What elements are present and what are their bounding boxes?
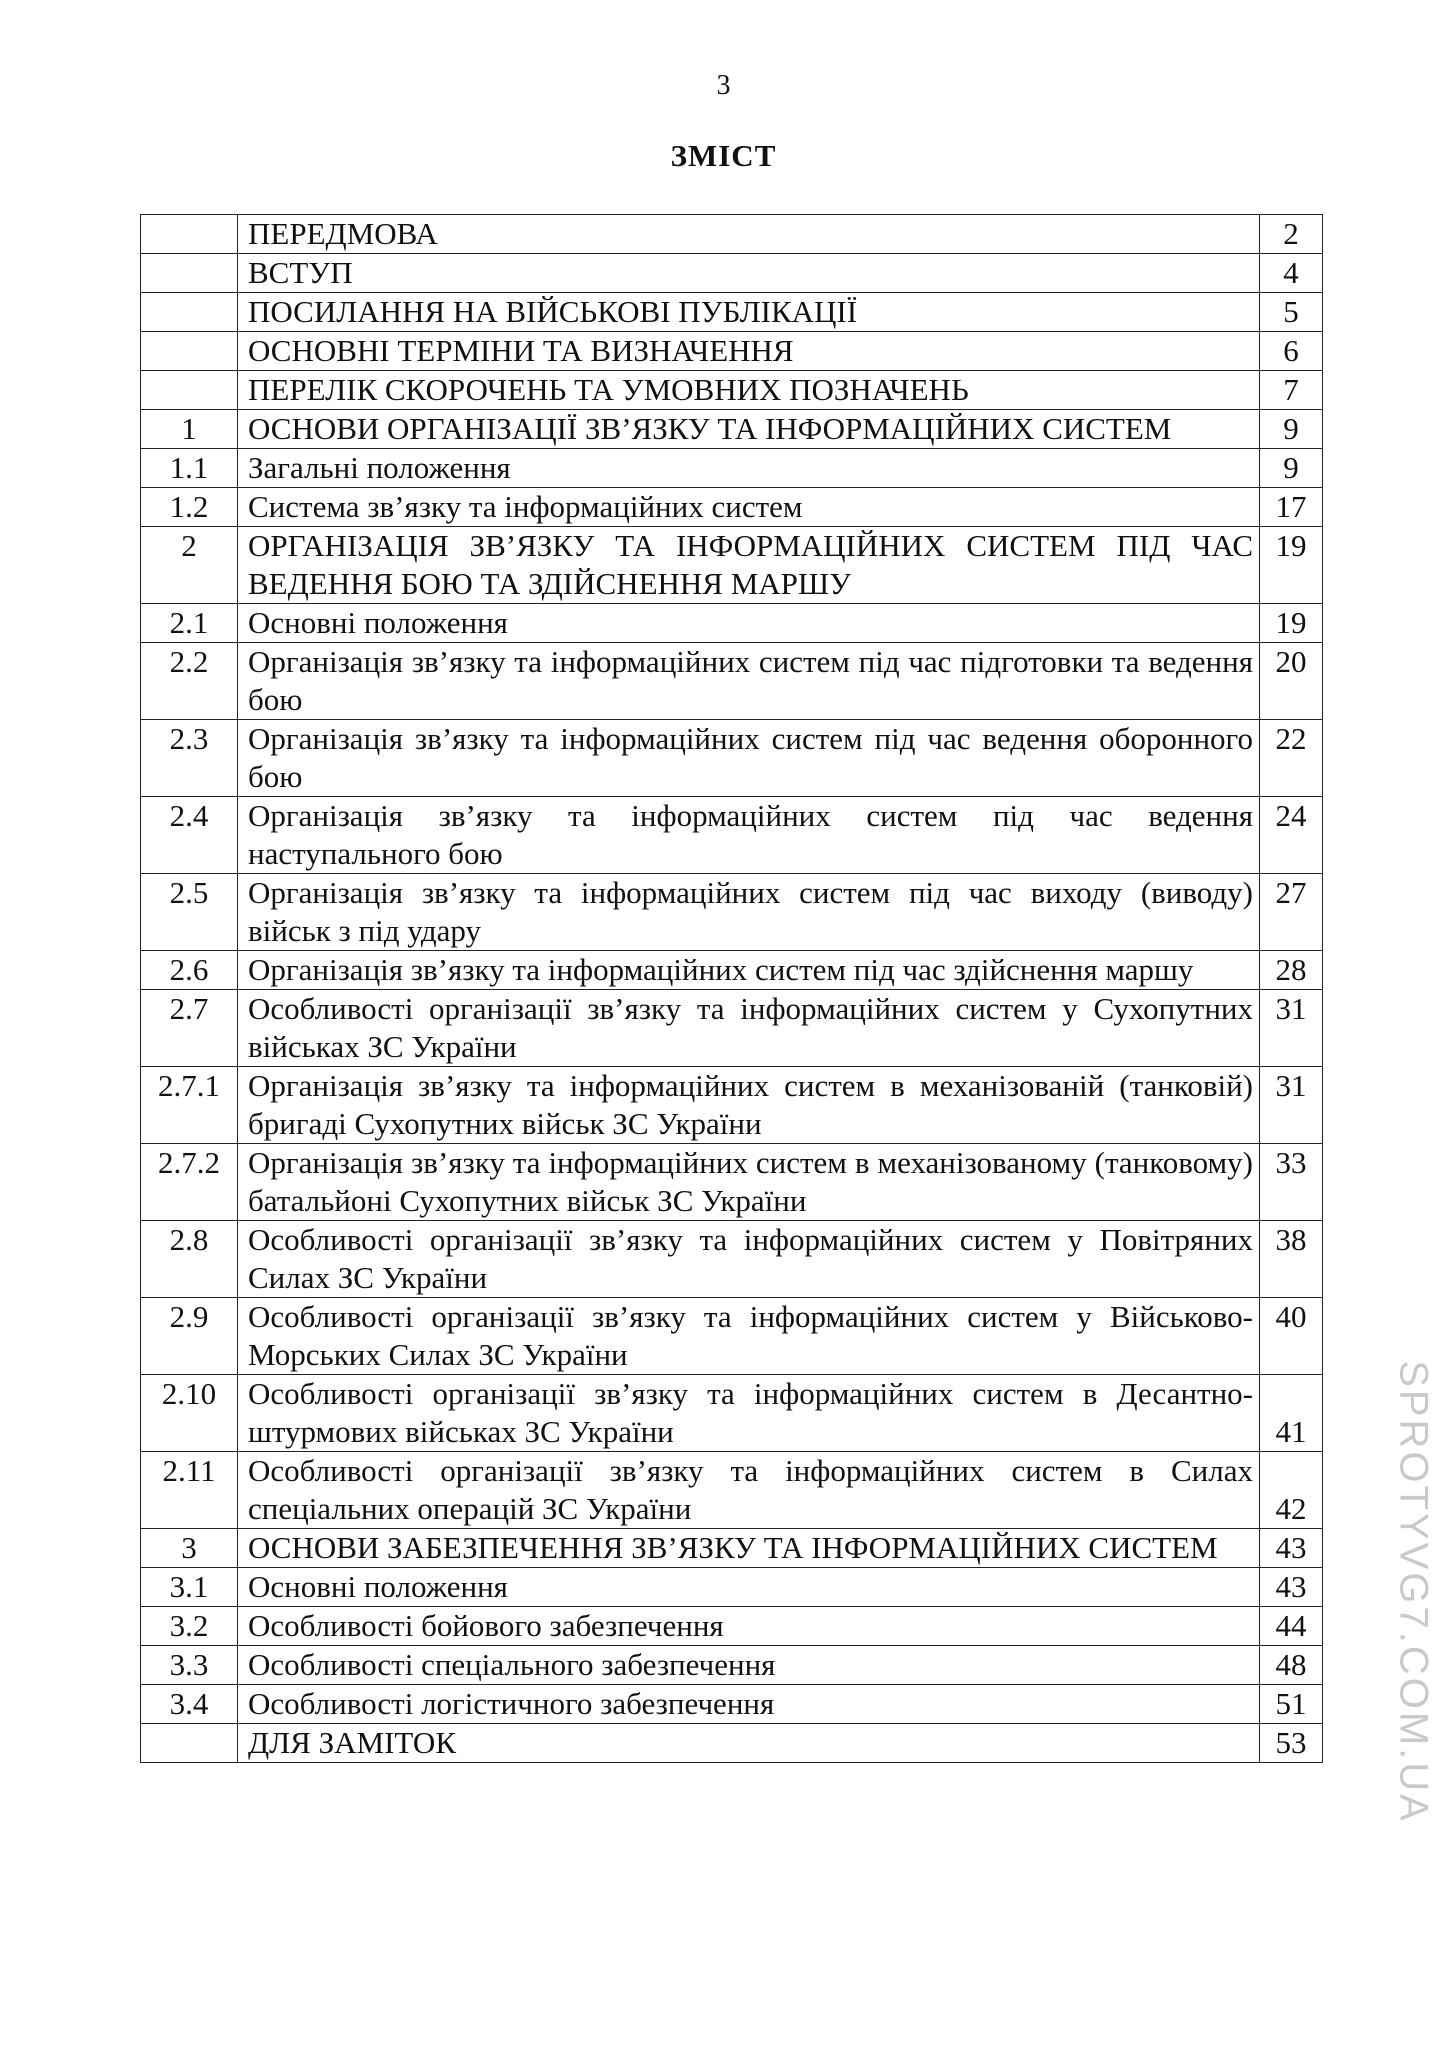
toc-row [141, 1144, 1323, 1221]
toc-page-number: 53 [1260, 1724, 1323, 1763]
toc-row [141, 1607, 1323, 1646]
toc-table [140, 214, 1323, 1763]
toc-page-number: 43 [1260, 1568, 1323, 1607]
toc-section-title: ПЕРЕДМОВА [238, 215, 1260, 254]
toc-page-number: 27 [1260, 874, 1323, 951]
toc-page-number: 17 [1260, 488, 1323, 527]
toc-row [141, 215, 1323, 254]
toc-page-number: 7 [1260, 371, 1323, 410]
toc-page-number: 6 [1260, 332, 1323, 371]
toc-section-number: 2.7.1 [141, 1067, 238, 1144]
toc-section-title: ВСТУП [238, 254, 1260, 293]
toc-section-number: 2.8 [141, 1221, 238, 1298]
toc-section-number: 1.1 [141, 449, 238, 488]
toc-section-number: 1 [141, 410, 238, 449]
toc-section-title: Загальні положення [238, 449, 1260, 488]
toc-section-title: ОСНОВИ ЗАБЕЗПЕЧЕННЯ ЗВ’ЯЗКУ ТА ІНФОРМАЦІЙНИХ СИСТЕМ [238, 1529, 1260, 1568]
toc-section-number: 1.2 [141, 488, 238, 527]
toc-section-number: 3 [141, 1529, 238, 1568]
toc-section-title: Особливості бойового забезпечення [238, 1607, 1260, 1646]
toc-section-title: Організація зв’язку та інформаційних систем в механізованому (танковому) батальйоні Сухопутних військ ЗС України [238, 1144, 1260, 1221]
toc-section-number: 2.5 [141, 874, 238, 951]
toc-section-title: ПЕРЕЛІК СКОРОЧЕНЬ ТА УМОВНИХ ПОЗНАЧЕНЬ [238, 371, 1260, 410]
toc-section-title: Організація зв’язку та інформаційних систем під час здійснення маршу [238, 951, 1260, 990]
toc-page-number: 31 [1260, 1067, 1323, 1144]
toc-section-number [141, 371, 238, 410]
toc-page-number: 42 [1260, 1452, 1323, 1529]
toc-section-title: Особливості організації зв’язку та інформаційних систем в Силах спеціальних операцій ЗС України [238, 1452, 1260, 1529]
toc-section-number: 2.6 [141, 951, 238, 990]
toc-section-number [141, 293, 238, 332]
toc-section-title: Організація зв’язку та інформаційних систем під час виходу (виводу) військ з під удару [238, 874, 1260, 951]
toc-section-number: 3.4 [141, 1685, 238, 1724]
toc-section-number: 2.10 [141, 1375, 238, 1452]
toc-section-title: Особливості спеціального забезпечення [238, 1646, 1260, 1685]
toc-page-number: 2 [1260, 215, 1323, 254]
toc-section-number [141, 1724, 238, 1763]
toc-section-title: ДЛЯ ЗАМІТОК [238, 1724, 1260, 1763]
toc-page-number: 44 [1260, 1607, 1323, 1646]
toc-row [141, 293, 1323, 332]
toc-page-number: 19 [1260, 527, 1323, 604]
page-number: 3 [716, 70, 731, 101]
toc-page-number: 5 [1260, 293, 1323, 332]
toc-row [141, 1568, 1323, 1607]
toc-page-number: 20 [1260, 643, 1323, 720]
toc-section-title: ОСНОВНІ ТЕРМІНИ ТА ВИЗНАЧЕННЯ [238, 332, 1260, 371]
toc-section-number: 2.7 [141, 990, 238, 1067]
toc-section-title: Особливості організації зв’язку та інформаційних систем у Повітряних Силах ЗС України [238, 1221, 1260, 1298]
toc-section-number: 2.11 [141, 1452, 238, 1529]
watermark: SPROTYVG7.COM.UA [1391, 1360, 1436, 1824]
toc-page-number: 9 [1260, 449, 1323, 488]
toc-section-title: Організація зв’язку та інформаційних систем під час ведення наступального бою [238, 797, 1260, 874]
toc-section-title: Основні положення [238, 604, 1260, 643]
toc-page-number: 9 [1260, 410, 1323, 449]
toc-row [141, 1298, 1323, 1375]
toc-section-number: 2.9 [141, 1298, 238, 1375]
toc-section-number: 2.2 [141, 643, 238, 720]
toc-section-title: Особливості організації зв’язку та інформаційних систем у Військово-Морських Силах ЗС України [238, 1298, 1260, 1375]
toc-section-title: Особливості організації зв’язку та інформаційних систем в Десантно-штурмових військах ЗС України [238, 1375, 1260, 1452]
toc-row [141, 449, 1323, 488]
toc-section-title: Основні положення [238, 1568, 1260, 1607]
toc-row [141, 254, 1323, 293]
toc-row [141, 1067, 1323, 1144]
toc-page-number: 22 [1260, 720, 1323, 797]
toc-section-title: ОРГАНІЗАЦІЯ ЗВ’ЯЗКУ ТА ІНФОРМАЦІЙНИХ СИСТЕМ ПІД ЧАС ВЕДЕННЯ БОЮ ТА ЗДІЙСНЕННЯ МАРШУ [238, 527, 1260, 604]
toc-row [141, 874, 1323, 951]
toc-section-number: 3.2 [141, 1607, 238, 1646]
toc-section-number: 2.1 [141, 604, 238, 643]
toc-row [141, 488, 1323, 527]
toc-section-title: Організація зв’язку та інформаційних систем під час ведення оборонного бою [238, 720, 1260, 797]
toc-section-number: 2.4 [141, 797, 238, 874]
toc-page-number: 24 [1260, 797, 1323, 874]
toc-section-title: Система зв’язку та інформаційних систем [238, 488, 1260, 527]
toc-section-number: 2.3 [141, 720, 238, 797]
toc-section-title: ПОСИЛАННЯ НА ВІЙСЬКОВІ ПУБЛІКАЦІЇ [238, 293, 1260, 332]
toc-page-number: 28 [1260, 951, 1323, 990]
toc-row [141, 951, 1323, 990]
toc-page-number: 4 [1260, 254, 1323, 293]
toc-body [141, 215, 1323, 1763]
toc-heading: ЗМІСТ [670, 138, 777, 173]
toc-row [141, 990, 1323, 1067]
toc-row [141, 371, 1323, 410]
toc-row [141, 410, 1323, 449]
toc-row [141, 604, 1323, 643]
toc-page-number: 19 [1260, 604, 1323, 643]
toc-row [141, 1685, 1323, 1724]
toc-page-number: 43 [1260, 1529, 1323, 1568]
toc-row [141, 643, 1323, 720]
toc-page-number: 33 [1260, 1144, 1323, 1221]
toc-row [141, 1724, 1323, 1763]
toc-page-number: 48 [1260, 1646, 1323, 1685]
toc-row [141, 1375, 1323, 1452]
toc-row [141, 797, 1323, 874]
toc-section-number: 2.7.2 [141, 1144, 238, 1221]
toc-row [141, 1529, 1323, 1568]
toc-section-number [141, 332, 238, 371]
toc-section-title: Організація зв’язку та інформаційних систем під час підготовки та ведення бою [238, 643, 1260, 720]
toc-page-number: 51 [1260, 1685, 1323, 1724]
toc-page-number: 38 [1260, 1221, 1323, 1298]
toc-section-title: Особливості логістичного забезпечення [238, 1685, 1260, 1724]
toc-section-number [141, 254, 238, 293]
toc-row [141, 720, 1323, 797]
toc-section-number: 3.1 [141, 1568, 238, 1607]
toc-section-number [141, 215, 238, 254]
toc-row [141, 1452, 1323, 1529]
toc-row [141, 1221, 1323, 1298]
toc-section-number: 3.3 [141, 1646, 238, 1685]
toc-row [141, 527, 1323, 604]
toc-page-number: 31 [1260, 990, 1323, 1067]
toc-row [141, 1646, 1323, 1685]
toc-section-title: Організація зв’язку та інформаційних систем в механізованій (танковій) бригаді Сухопутних військ ЗС України [238, 1067, 1260, 1144]
toc-row [141, 332, 1323, 371]
toc-section-title: ОСНОВИ ОРГАНІЗАЦІЇ ЗВ’ЯЗКУ ТА ІНФОРМАЦІЙНИХ СИСТЕМ [238, 410, 1260, 449]
toc-section-number: 2 [141, 527, 238, 604]
toc-page-number: 41 [1260, 1375, 1323, 1452]
toc-section-title: Особливості організації зв’язку та інформаційних систем у Сухопутних військах ЗС України [238, 990, 1260, 1067]
toc-page-number: 40 [1260, 1298, 1323, 1375]
